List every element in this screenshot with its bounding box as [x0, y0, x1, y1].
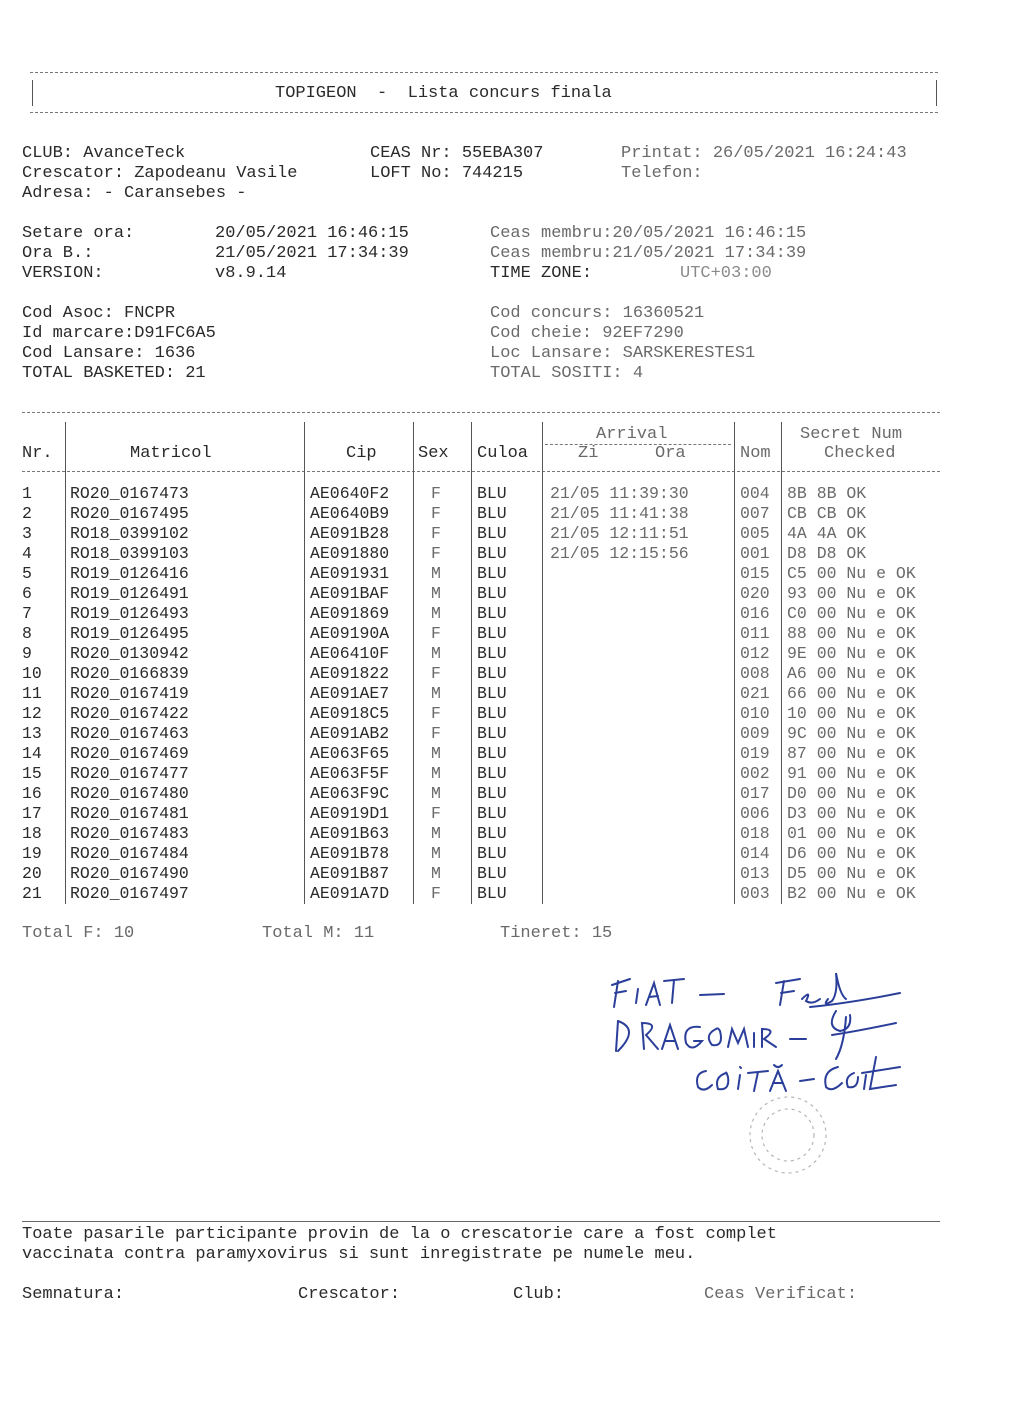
member-clock-1: Ceas membru:20/05/2021 16:46:15	[490, 224, 807, 243]
cell-nom: 021	[740, 684, 770, 703]
cell-culoa: BLU	[477, 804, 507, 823]
cell-cip: AE091B28	[310, 524, 390, 543]
cell-nom: 019	[740, 744, 770, 763]
cell-secret: D0 00 Nu e OK	[787, 784, 916, 803]
cell-sex: F	[431, 504, 441, 523]
cell-nr: 18	[22, 824, 42, 843]
faint-stamp	[738, 1090, 838, 1180]
cell-cip: AE063F5F	[310, 764, 390, 783]
cell-culoa: BLU	[477, 624, 507, 643]
cell-cip: AE091931	[310, 564, 390, 583]
cell-cip: AE09190A	[310, 624, 390, 643]
cell-nr: 20	[22, 864, 42, 883]
header-nom: Nom	[740, 444, 771, 463]
cell-matricol: RO19_0126416	[70, 564, 189, 583]
cell-sex: F	[431, 704, 441, 723]
cell-nr: 1	[22, 484, 32, 503]
cell-nom: 006	[740, 804, 770, 823]
cell-nom: 007	[740, 504, 770, 523]
cell-matricol: RO20_0130942	[70, 644, 189, 663]
total-arrived: TOTAL SOSITI: 4	[490, 364, 644, 383]
cell-sex: F	[431, 524, 441, 543]
cell-nom: 001	[740, 544, 770, 563]
cell-secret: C5 00 Nu e OK	[787, 564, 916, 583]
cell-secret: D8 D8 OK	[787, 544, 867, 563]
cell-nr: 14	[22, 744, 42, 763]
cell-culoa: BLU	[477, 864, 507, 883]
cell-nr: 12	[22, 704, 42, 723]
header-arrival: Arrival	[596, 425, 668, 444]
cell-matricol: RO20_0167497	[70, 884, 189, 903]
cell-arrival: 21/05 12:11:51	[550, 524, 689, 543]
cell-culoa: BLU	[477, 784, 507, 803]
cell-sex: F	[431, 884, 441, 903]
cell-cip: AE091880	[310, 544, 390, 563]
clock-b-label: Ora B.:	[22, 244, 94, 263]
cell-nom: 008	[740, 664, 770, 683]
col-divider-sex	[471, 422, 472, 904]
header-checked: Checked	[824, 444, 896, 463]
cell-culoa: BLU	[477, 504, 507, 523]
cell-sex: M	[431, 684, 441, 703]
cell-secret: D6 00 Nu e OK	[787, 844, 916, 863]
cell-nr: 3	[22, 524, 32, 543]
cell-nr: 16	[22, 784, 42, 803]
cell-sex: F	[431, 724, 441, 743]
version-value: v8.9.14	[215, 264, 287, 283]
cell-nom: 003	[740, 884, 770, 903]
cell-secret: 91 00 Nu e OK	[787, 764, 916, 783]
total-females: Total F: 10	[22, 924, 135, 943]
cell-matricol: RO20_0167484	[70, 844, 189, 863]
cell-nom: 016	[740, 604, 770, 623]
cell-culoa: BLU	[477, 524, 507, 543]
cell-matricol: RO20_0167481	[70, 804, 189, 823]
cell-secret: B2 00 Nu e OK	[787, 884, 916, 903]
cell-sex: M	[431, 844, 441, 863]
table-top-rule	[22, 412, 940, 413]
race-code: Cod concurs: 16360521	[490, 304, 705, 323]
cell-culoa: BLU	[477, 884, 507, 903]
cell-arrival: 21/05 11:41:38	[550, 504, 689, 523]
header-cip: Cip	[346, 444, 377, 463]
cell-cip: AE091BAF	[310, 584, 390, 603]
header-sex: Sex	[418, 444, 449, 463]
clock-b-value: 21/05/2021 17:34:39	[215, 244, 409, 263]
cell-sex: M	[431, 864, 441, 883]
cell-nr: 19	[22, 844, 42, 863]
cell-cip: AE091B63	[310, 824, 390, 843]
time-zone-label: TIME ZONE:	[490, 264, 593, 283]
cell-nr: 7	[22, 604, 32, 623]
cell-sex: F	[431, 664, 441, 683]
cell-cip: AE0919D1	[310, 804, 390, 823]
col-divider-nr	[65, 422, 66, 904]
cell-secret: 8B 8B OK	[787, 484, 867, 503]
cell-nr: 5	[22, 564, 32, 583]
cell-culoa: BLU	[477, 604, 507, 623]
cell-secret: CB CB OK	[787, 504, 867, 523]
signature-label: Semnatura:	[22, 1285, 125, 1304]
cell-nom: 002	[740, 764, 770, 783]
cell-matricol: RO18_0399103	[70, 544, 189, 563]
cell-secret: C0 00 Nu e OK	[787, 604, 916, 623]
clock-number: CEAS Nr: 55EBA307	[370, 144, 544, 163]
cell-nom: 005	[740, 524, 770, 543]
cell-nr: 9	[22, 644, 32, 663]
cell-nom: 015	[740, 564, 770, 583]
cell-culoa: BLU	[477, 684, 507, 703]
cell-nom: 013	[740, 864, 770, 883]
title-box-bottom	[30, 112, 938, 113]
cell-cip: AE06410F	[310, 644, 390, 663]
cell-nr: 11	[22, 684, 42, 703]
cell-secret: 9E 00 Nu e OK	[787, 644, 916, 663]
header-ora: Ora	[655, 444, 686, 463]
cell-matricol: RO18_0399102	[70, 524, 189, 543]
cell-culoa: BLU	[477, 544, 507, 563]
time-zone-value: UTC+03:00	[680, 264, 772, 283]
cell-nom: 014	[740, 844, 770, 863]
col-divider-arrival	[734, 422, 735, 904]
cell-cip: AE063F65	[310, 744, 390, 763]
cell-nr: 6	[22, 584, 32, 603]
cell-culoa: BLU	[477, 744, 507, 763]
cell-cip: AE091869	[310, 604, 390, 623]
cell-nom: 020	[740, 584, 770, 603]
cell-matricol: RO20_0167490	[70, 864, 189, 883]
cell-sex: F	[431, 804, 441, 823]
cell-matricol: RO20_0167422	[70, 704, 189, 723]
statement-line-1: Toate pasarile participante provin de la o crescatorie care a fost complet	[22, 1225, 777, 1244]
cell-matricol: RO20_0167483	[70, 824, 189, 843]
cell-arrival: 21/05 11:39:30	[550, 484, 689, 503]
release-location: Loc Lansare: SARSKERESTES1	[490, 344, 756, 363]
cell-sex: M	[431, 764, 441, 783]
cell-sex: M	[431, 644, 441, 663]
marking-id: Id marcare:D91FC6A5	[22, 324, 216, 343]
cell-sex: F	[431, 624, 441, 643]
header-matricol: Matricol	[130, 444, 212, 463]
key-code: Cod cheie: 92EF7290	[490, 324, 684, 343]
header-nr: Nr.	[22, 444, 53, 463]
title-box-top	[30, 72, 938, 73]
clock-set-value: 20/05/2021 16:46:15	[215, 224, 409, 243]
cell-sex: F	[431, 484, 441, 503]
title-box-right	[936, 80, 937, 106]
statement-rule	[22, 1221, 940, 1222]
clock-set-label: Setare ora:	[22, 224, 135, 243]
cell-sex: M	[431, 744, 441, 763]
cell-matricol: RO20_0167477	[70, 764, 189, 783]
cell-culoa: BLU	[477, 584, 507, 603]
col-divider-matricol	[304, 422, 305, 904]
cell-matricol: RO20_0167480	[70, 784, 189, 803]
total-basketed: TOTAL BASKETED: 21	[22, 364, 206, 383]
cell-nom: 011	[740, 624, 770, 643]
cell-secret: 87 00 Nu e OK	[787, 744, 916, 763]
printed-date: Printat: 26/05/2021 16:24:43	[621, 144, 907, 163]
cell-matricol: RO20_0167463	[70, 724, 189, 743]
cell-sex: M	[431, 584, 441, 603]
association-code: Cod Asoc: FNCPR	[22, 304, 176, 323]
cell-nr: 4	[22, 544, 32, 563]
loft-number: LOFT No: 744215	[370, 164, 524, 183]
cell-cip: AE0640F2	[310, 484, 390, 503]
cell-culoa: BLU	[477, 724, 507, 743]
col-divider-cip	[413, 422, 414, 904]
cell-culoa: BLU	[477, 644, 507, 663]
release-code: Cod Lansare: 1636	[22, 344, 196, 363]
cell-matricol: RO19_0126491	[70, 584, 189, 603]
cell-culoa: BLU	[477, 704, 507, 723]
cell-secret: A6 00 Nu e OK	[787, 664, 916, 683]
cell-culoa: BLU	[477, 664, 507, 683]
cell-nr: 13	[22, 724, 42, 743]
cell-nr: 2	[22, 504, 32, 523]
cell-culoa: BLU	[477, 824, 507, 843]
cell-nr: 10	[22, 664, 42, 683]
cell-cip: AE091B87	[310, 864, 390, 883]
cell-secret: 93 00 Nu e OK	[787, 584, 916, 603]
cell-matricol: RO20_0167495	[70, 504, 189, 523]
cell-matricol: RO20_0167473	[70, 484, 189, 503]
cell-matricol: RO19_0126495	[70, 624, 189, 643]
cell-culoa: BLU	[477, 564, 507, 583]
statement-line-2: vaccinata contra paramyxovirus si sunt inregistrate pe numele meu.	[22, 1245, 696, 1264]
clock-verified-label: Ceas Verificat:	[704, 1285, 858, 1304]
cell-nr: 17	[22, 804, 42, 823]
club-name: CLUB: AvanceTeck	[22, 144, 186, 163]
breeder-name: Crescator: Zapodeanu Vasile	[22, 164, 298, 183]
cell-cip: AE091AE7	[310, 684, 390, 703]
cell-sex: F	[431, 544, 441, 563]
total-males: Total M: 11	[262, 924, 375, 943]
cell-secret: 9C 00 Nu e OK	[787, 724, 916, 743]
phone-label: Telefon:	[621, 164, 703, 183]
cell-secret: 10 00 Nu e OK	[787, 704, 916, 723]
cell-sex: M	[431, 564, 441, 583]
cell-sex: M	[431, 824, 441, 843]
cell-cip: AE091AB2	[310, 724, 390, 743]
cell-nr: 8	[22, 624, 32, 643]
cell-nom: 009	[740, 724, 770, 743]
table-header-rule	[22, 471, 940, 472]
cell-cip: AE0640B9	[310, 504, 390, 523]
cell-culoa: BLU	[477, 484, 507, 503]
cell-nom: 004	[740, 484, 770, 503]
cell-matricol: RO20_0167469	[70, 744, 189, 763]
cell-nom: 010	[740, 704, 770, 723]
cell-arrival: 21/05 12:15:56	[550, 544, 689, 563]
breeder-address: Adresa: - Caransebes -	[22, 184, 247, 203]
cell-cip: AE091822	[310, 664, 390, 683]
cell-cip: AE091B78	[310, 844, 390, 863]
col-divider-culoa	[542, 422, 543, 904]
cell-secret: D3 00 Nu e OK	[787, 804, 916, 823]
cell-nr: 21	[22, 884, 42, 903]
cell-cip: AE0918C5	[310, 704, 390, 723]
cell-cip: AE091A7D	[310, 884, 390, 903]
cell-nom: 017	[740, 784, 770, 803]
cell-culoa: BLU	[477, 844, 507, 863]
header-zi: Zi	[578, 444, 599, 463]
header-secret-num: Secret Num	[800, 425, 903, 444]
cell-matricol: RO20_0167419	[70, 684, 189, 703]
cell-secret: D5 00 Nu e OK	[787, 864, 916, 883]
title-box-left	[32, 80, 33, 106]
breeder-signature-label: Crescator:	[298, 1285, 401, 1304]
version-label: VERSION:	[22, 264, 104, 283]
handwritten-signatures	[600, 955, 930, 1105]
cell-cip: AE063F9C	[310, 784, 390, 803]
cell-sex: M	[431, 784, 441, 803]
member-clock-2: Ceas membru:21/05/2021 17:34:39	[490, 244, 807, 263]
col-divider-nom	[781, 422, 782, 904]
cell-secret: 88 00 Nu e OK	[787, 624, 916, 643]
cell-secret: 66 00 Nu e OK	[787, 684, 916, 703]
cell-nom: 018	[740, 824, 770, 843]
cell-secret: 4A 4A OK	[787, 524, 867, 543]
cell-matricol: RO20_0166839	[70, 664, 189, 683]
cell-secret: 01 00 Nu e OK	[787, 824, 916, 843]
header-culoa: Culoa	[477, 444, 529, 463]
cell-nom: 012	[740, 644, 770, 663]
cell-matricol: RO19_0126493	[70, 604, 189, 623]
cell-sex: M	[431, 604, 441, 623]
total-youngsters: Tineret: 15	[500, 924, 613, 943]
club-signature-label: Club:	[513, 1285, 565, 1304]
page-title: TOPIGEON - Lista concurs finala	[275, 84, 612, 103]
cell-nr: 15	[22, 764, 42, 783]
cell-culoa: BLU	[477, 764, 507, 783]
